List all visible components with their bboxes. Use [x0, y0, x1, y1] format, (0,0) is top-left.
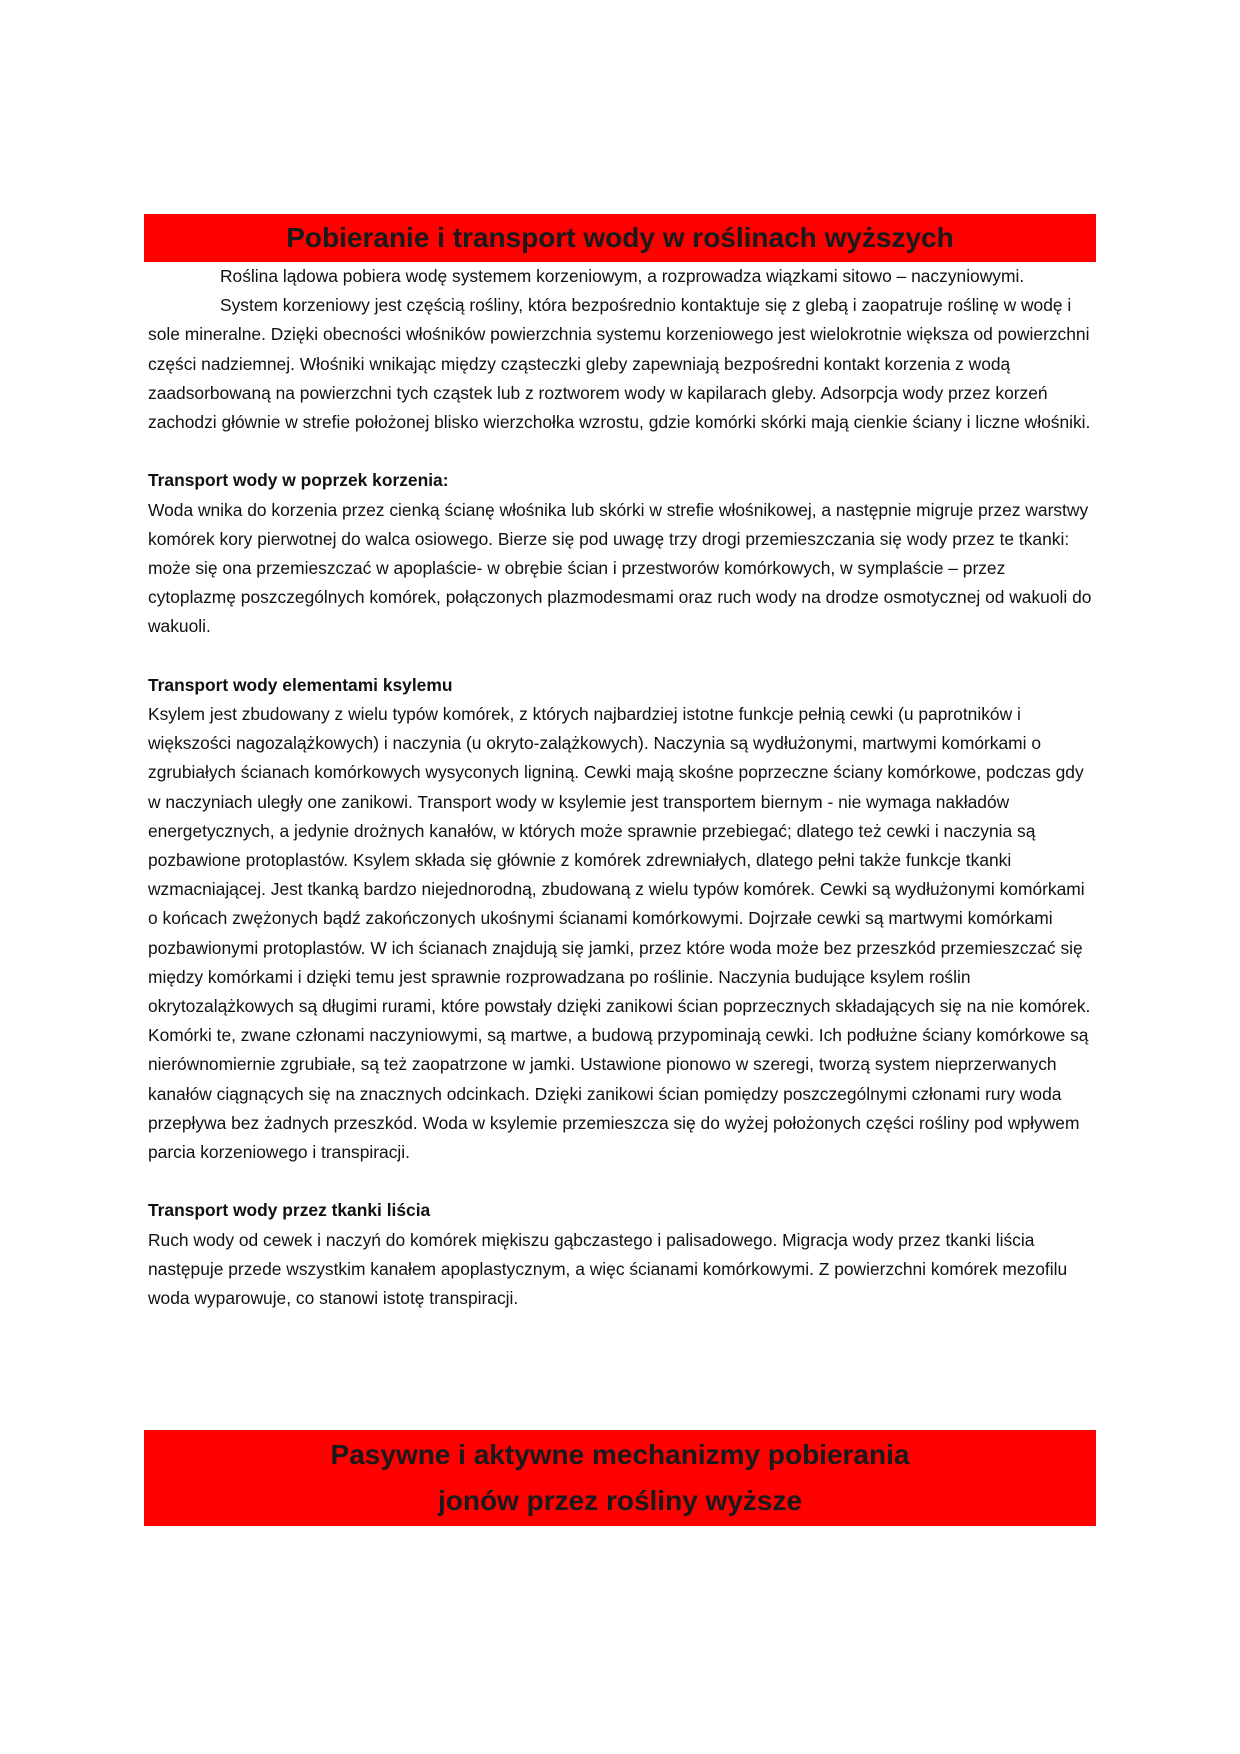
root-transport-paragraph: Woda wnika do korzenia przez cienką ścianę włośnika lub skórki w strefie włośnikowej, a następnie migruje przez warstwy komórek kory pierwotnej do walca osiowego. Bierze się pod uwagę trzy drogi przemieszczania się wody przez te tkanki: może się ona przemieszczać w apoplaście- w obrębie ścian i przestworów komórkowych, w symplaście – przez cytoplazmę poszczególnych komórek, połączonych plazmodesmami oraz ruch wody na drodze osmotycznej od wakuoli do wakuoli. [148, 499, 1092, 637]
root-transport-heading: Transport wody w poprzek korzenia: [148, 470, 449, 491]
paragraph-spacer [148, 1167, 1094, 1196]
leaf-transport-heading: Transport wody przez tkanki liścia [148, 1200, 431, 1221]
section-title: Pobieranie i transport wody w roślinach wyższych [286, 222, 954, 253]
document-body [148, 262, 1094, 1313]
section-title-banner [144, 214, 1096, 262]
next-section-title-line-2: jonów przez rośliny wyższe [437, 1485, 803, 1516]
intro-paragraph-2: System korzeniowy jest częścią rośliny, która bezpośrednio kontaktuje się z glebą i zaopatruje roślinę w wodę i sole mineralne. Dzięki obecności włośników powierzchnia systemu korzeniowego jest wielokrotnie większa od powierzchni części nadziemnej. Włośniki wnikając między cząsteczki gleby zapewniają bezpośredni kontakt korzenia z wodą zaadsorbowaną na powierzchni tych cząstek lub z roztworem wody w kapilarach gleby. Adsorpcja wody przez korzeń zachodzi głównie w strefie położonej blisko wierzchołka wzrostu, gdzie komórki skórki mają cienkie ściany i liczne włośniki. [148, 295, 1091, 433]
intro-paragraph-1: Roślina lądowa pobiera wodę systemem korzeniowym, a rozprowadza wiązkami sitowo – naczyniowymi. [220, 266, 1025, 286]
xylem-transport-heading: Transport wody elementami ksylemu [148, 674, 453, 695]
next-section-title-banner [144, 1430, 1096, 1526]
leaf-transport-paragraph: Ruch wody od cewek i naczyń do komórek miękiszu gąbczastego i palisadowego. Migracja wody przez tkanki liścia następuje przede wszystkim kanałem apoplastycznym, a więc ścianami komórkowymi. Z powierzchni komórek mezofilu woda wyparowuje, co stanowi istotę transpiracji. [148, 1229, 1068, 1309]
next-section-title-line-1: Pasywne i aktywne mechanizmy pobierania [330, 1439, 910, 1470]
paragraph-spacer [148, 437, 1094, 466]
paragraph-spacer [148, 642, 1094, 671]
xylem-transport-paragraph: Ksylem jest zbudowany z wielu typów komórek, z których najbardziej istotne funkcje pełnią cewki (u paprotników i większości nagozalążkowych) i naczynia (u okryto-zalążkowych). Naczynia są wydłużonymi, martwymi komórkami o zgrubiałych ścianach komórkowych wysyconych ligniną. Cewki mają skośne poprzeczne ściany komórkowe, podczas gdy w naczyniach uległy one zanikowi. Transport wody w ksylemie jest transportem biernym - nie wymaga nakładów energetycznych, a jedynie drożnych kanałów, w których może sprawnie przebiegać; dlatego też cewki i naczynia są pozbawione protoplastów. Ksylem składa się głównie z komórek zdrewniałych, dlatego pełni także funkcje tkanki wzmacniającej. Jest tkanką bardzo niejednorodną, zbudowaną z wielu typów komórek. Cewki są wydłużonymi komórkami o końcach zwężonych bądź zakończonych ukośnymi ścianami komórkowymi. Dojrzałe cewki są martwymi komórkami pozbawionymi protoplastów. W ich ścianach znajdują się jamki, przez które woda może bez przeszkód przemieszczać się między komórkami i dzięki temu jest sprawnie rozprowadzana po roślinie. Naczynia budujące ksylem roślin okrytozalążkowych są długimi rurami, które powstały dzięki zanikowi ścian poprzecznych składających się na nie komórek. Komórki te, zwane członami naczyniowymi, są martwe, a budową przypominają cewki. Ich podłużne ściany komórkowe są nierównomiernie zgrubiałe, są też zaopatrzone w jamki. Ustawione pionowo w szeregi, tworzą system nieprzerwanych kanałów ciągnących się na znacznych odcinkach. Dzięki zanikowi ścian pomiędzy poszczególnymi członami rury woda przepływa bez żadnych przeszkód. Woda w ksylemie przemieszcza się do wyżej położonych części rośliny pod wpływem parcia korzeniowego i transpiracji. [148, 704, 1091, 1163]
